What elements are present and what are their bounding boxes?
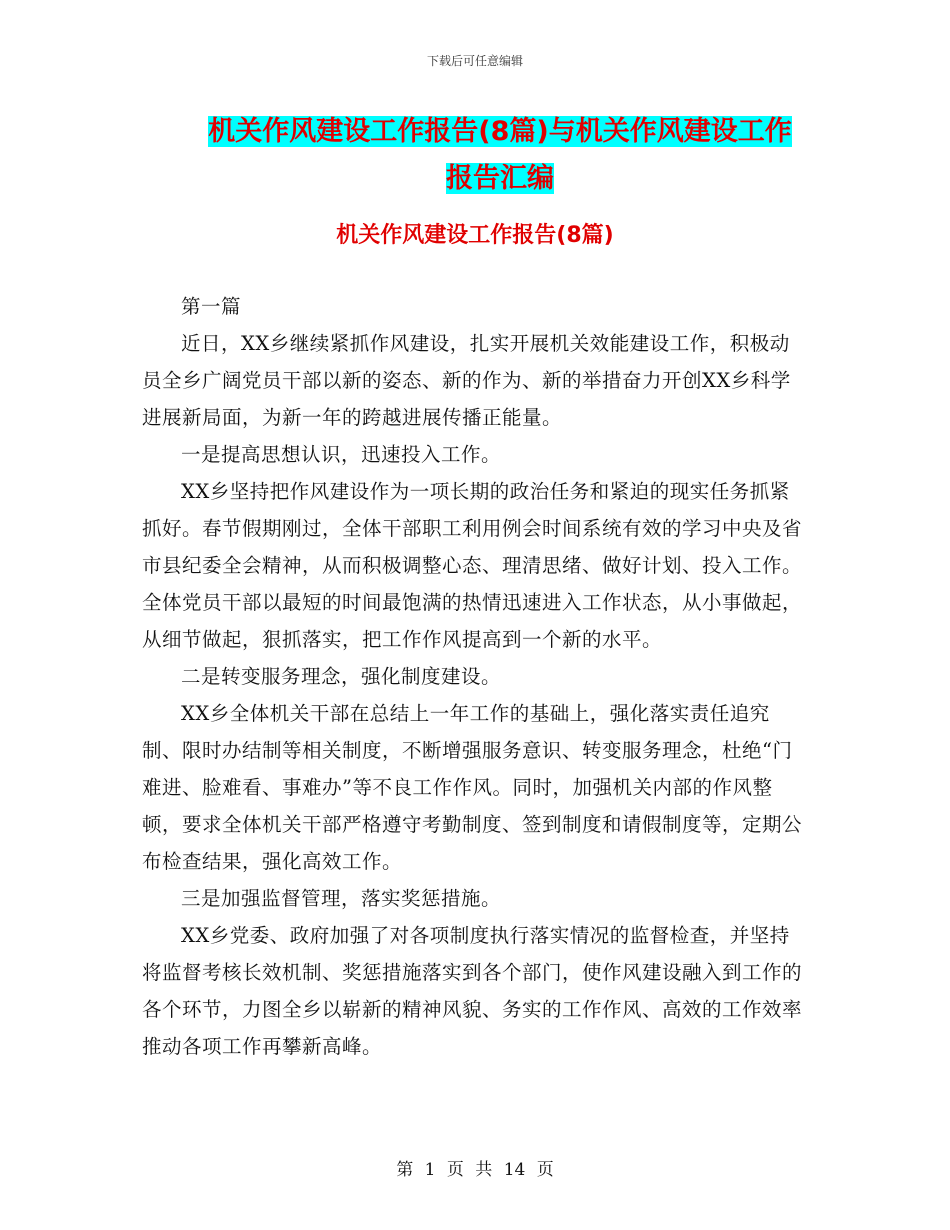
paragraph: XX乡坚持把作风建设作为一项长期的政治任务和紧迫的现实任务抓紧抓好。春节假期刚过，全体干部职工利用例会时间系统有效的学习中央及省市县纪委全会精神，从而积极调整心态、理清思绪、做好计划、投入工作。全体党员干部以最短的时间最饱满的热情迅速进入工作状态，从小事做起，从细节做起，狠抓落实，把工作作风提高到一个新的水平。 xyxy=(142,480,803,651)
paragraph: XX乡党委、政府加强了对各项制度执行落实情况的监督检查，并坚持将监督考核长效机制、奖惩措施落实到各个部门，使作风建设融入到工作的各个环节，力图全乡以崭新的精神风貌、务实的工作作风、高效的工作效率推动各项工作再攀新高峰。 xyxy=(142,924,803,1058)
paragraph: 二是转变服务理念，强化制度建设。 xyxy=(181,665,502,688)
paragraph: 近日，XX乡继续紧抓作风建设，扎实开展机关效能建设工作，积极动员全乡广阔党员干部以新的姿态、新的作为、新的举措奋力开创XX乡科学进展新局面，为新一年的跨越进展传播正能量。 xyxy=(142,332,791,429)
paragraph: 第一篇 xyxy=(181,295,242,318)
header-note: 下载后可任意编辑 xyxy=(426,54,523,68)
paragraph: XX乡全体机关干部在总结上一年工作的基础上，强化落实责任追究制、限时办结制等相关制度，不断增强服务意识、转变服务理念，杜绝“门难进、脸难看、事难办”等不良工作作风。同时，加强机关内部的作风整顿，要求全体机关干部严格遵守考勤制度、签到制度和请假制度等，定期公布检查结果，强化高效工作。 xyxy=(142,702,803,873)
page-footer: 第 1 页 共 14 页 xyxy=(396,1160,554,1180)
section-title: 机关作风建设工作报告(8篇) xyxy=(336,223,614,248)
document-title xyxy=(195,108,805,202)
paragraph: 一是提高思想认识，迅速投入工作。 xyxy=(181,443,502,466)
document-title-text: 机关作风建设工作报告(8篇)与机关作风建设工作报告汇编 xyxy=(208,116,792,194)
paragraph: 三是加强监督管理，落实奖惩措施。 xyxy=(181,887,502,910)
document-body xyxy=(142,288,802,1065)
